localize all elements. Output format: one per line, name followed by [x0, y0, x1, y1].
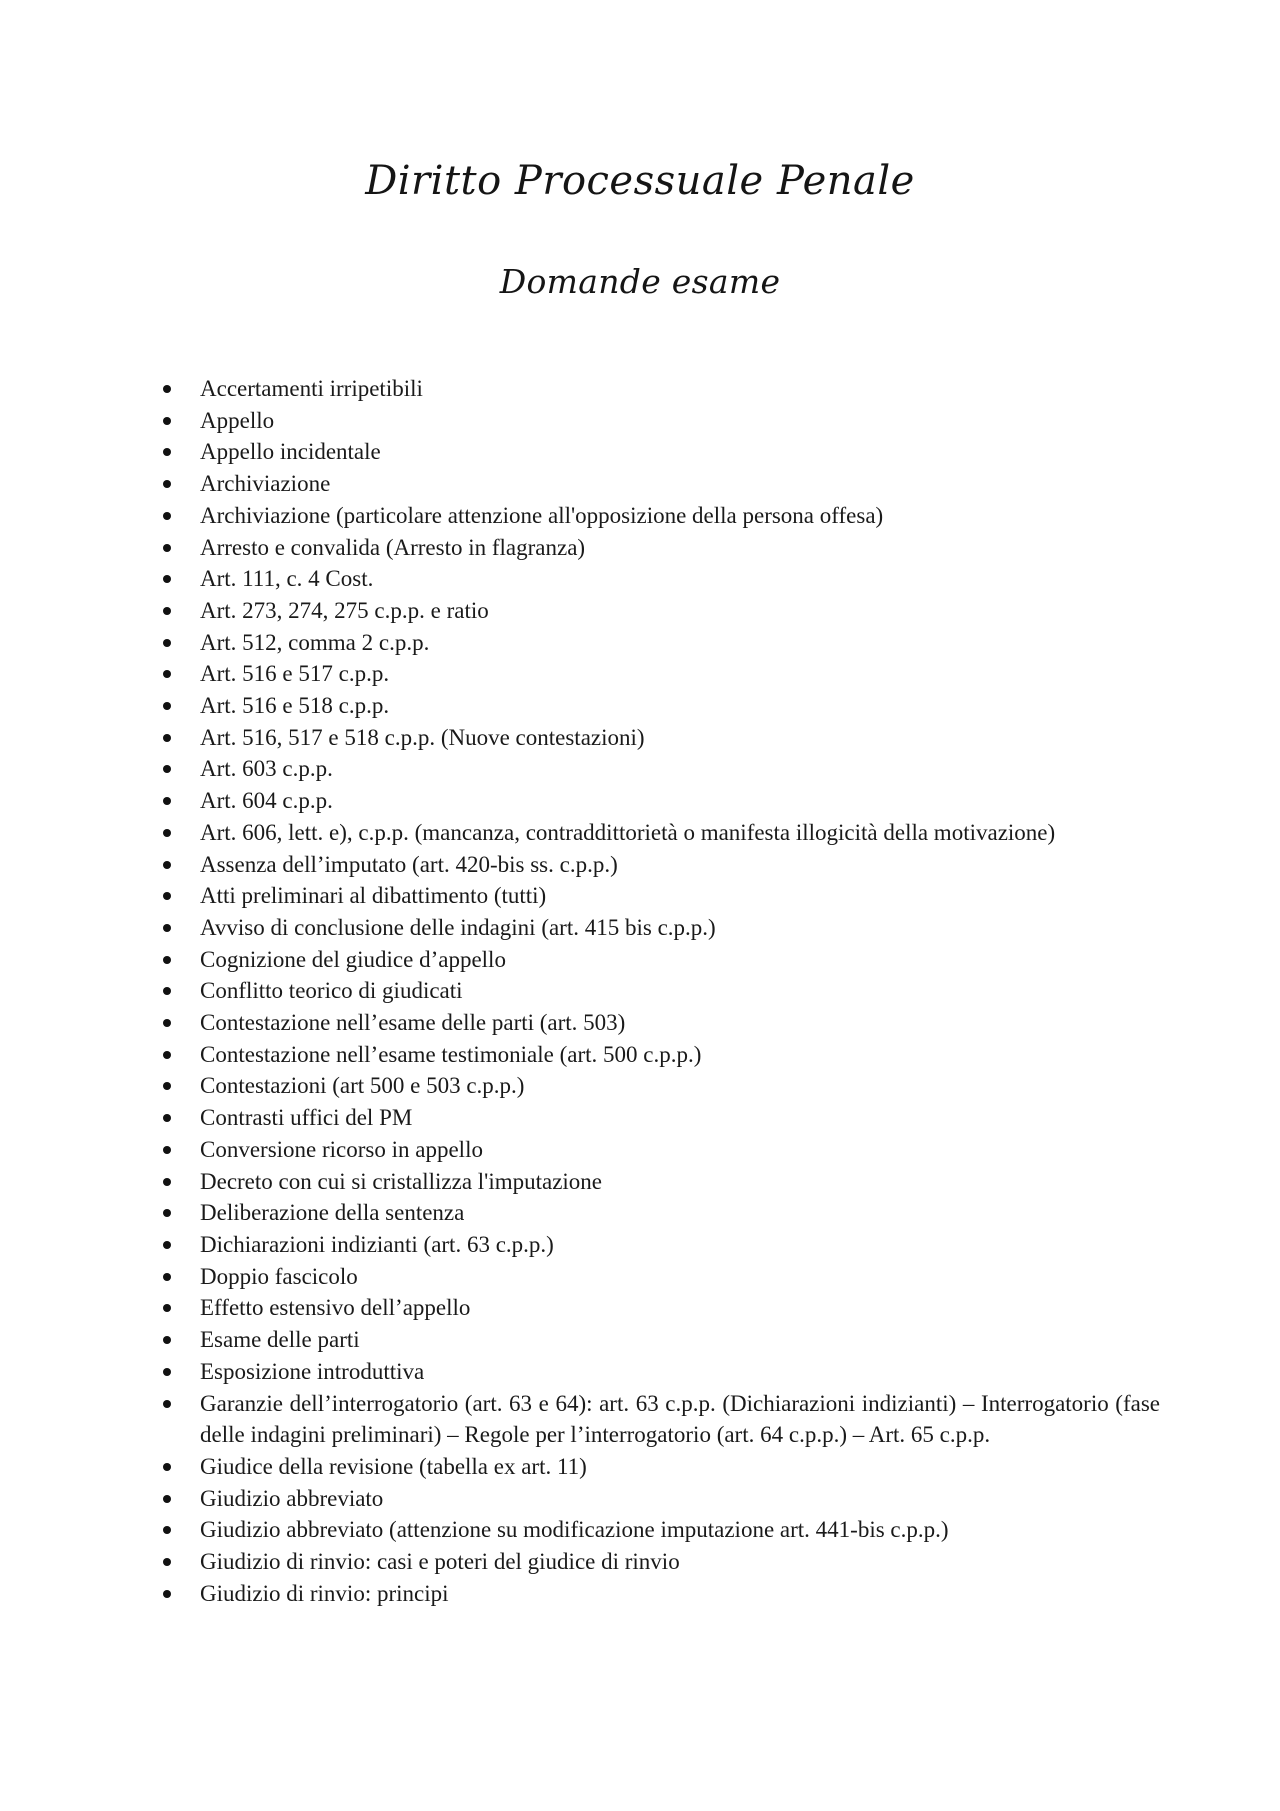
bullet-icon — [163, 1590, 171, 1598]
bullet-icon — [163, 765, 171, 773]
bullet-icon — [163, 956, 171, 964]
list-item — [160, 1483, 1160, 1515]
bullet-icon — [163, 1368, 171, 1376]
list-item — [160, 817, 1160, 849]
bullet-icon — [163, 1146, 171, 1154]
list-item — [160, 1134, 1160, 1166]
bullet-icon — [163, 734, 171, 742]
list-item — [160, 880, 1160, 912]
list-item-text: Contestazioni (art 500 e 503 c.p.p.) — [200, 1073, 525, 1099]
list-item — [160, 944, 1160, 976]
list-item — [160, 1451, 1160, 1483]
list-item — [160, 849, 1160, 881]
list-item — [160, 912, 1160, 944]
list-item — [160, 1388, 1160, 1451]
bullet-icon — [163, 797, 171, 805]
bullet-icon — [163, 924, 171, 932]
bullet-icon — [163, 1178, 171, 1186]
list-item-text: Appello — [200, 407, 275, 433]
bullet-icon — [163, 1495, 171, 1503]
list-item-text: Giudizio di rinvio: casi e poteri del giudice di rinvio — [200, 1549, 680, 1575]
list-item — [160, 500, 1160, 532]
list-item-text: Esposizione introduttiva — [200, 1358, 425, 1384]
bullet-icon — [163, 1558, 171, 1566]
list-item-text: Doppio fascicolo — [200, 1263, 358, 1289]
bullet-icon — [163, 1336, 171, 1344]
bullet-icon — [163, 1304, 171, 1312]
bullet-icon — [163, 987, 171, 995]
bullet-icon — [163, 1241, 171, 1249]
list-item — [160, 1324, 1160, 1356]
bullet-icon — [163, 829, 171, 837]
list-item — [160, 627, 1160, 659]
list-item-text: Conflitto teorico di giudicati — [200, 978, 463, 1004]
list-item-text: Art. 603 c.p.p. — [200, 756, 333, 782]
bullet-icon — [163, 1400, 171, 1408]
list-item — [160, 1229, 1160, 1261]
list-item-text: Deliberazione della sentenza — [200, 1200, 465, 1226]
list-item — [160, 1166, 1160, 1198]
list-item-text: Art. 111, c. 4 Cost. — [200, 566, 374, 592]
list-item-text: Art. 512, comma 2 c.p.p. — [200, 629, 430, 655]
list-item-text: Art. 604 c.p.p. — [200, 788, 333, 814]
list-item-text: Giudizio abbreviato — [200, 1485, 384, 1511]
list-item-text: Atti preliminari al dibattimento (tutti) — [200, 883, 547, 909]
bullet-icon — [163, 1463, 171, 1471]
list-item — [160, 373, 1160, 405]
list-item — [160, 1546, 1160, 1578]
bullet-icon — [163, 1114, 171, 1122]
list-item-text: Conversione ricorso in appello — [200, 1136, 483, 1162]
list-item — [160, 975, 1160, 1007]
list-item — [160, 658, 1160, 690]
list-item-text: Art. 516, 517 e 518 c.p.p. (Nuove contestazioni) — [200, 724, 645, 750]
list-item — [160, 1292, 1160, 1324]
list-item — [160, 1197, 1160, 1229]
list-item — [160, 1007, 1160, 1039]
list-item-text: Giudizio di rinvio: principi — [200, 1580, 449, 1606]
list-item — [160, 468, 1160, 500]
list-item-text: Art. 516 e 517 c.p.p. — [200, 661, 390, 687]
list-item-text: Avviso di conclusione delle indagini (art. 415 bis c.p.p.) — [200, 914, 716, 940]
list-item — [160, 690, 1160, 722]
bullet-icon — [163, 670, 171, 678]
list-item — [160, 1102, 1160, 1134]
bullet-icon — [163, 861, 171, 869]
list-item-text: Giudizio abbreviato (attenzione su modificazione imputazione art. 441-bis c.p.p.) — [200, 1517, 949, 1543]
list-item — [160, 436, 1160, 468]
bullet-icon — [163, 512, 171, 520]
list-item — [160, 1356, 1160, 1388]
list-item — [160, 532, 1160, 564]
list-item-text: Contestazione nell’esame delle parti (art. 503) — [200, 1010, 626, 1036]
bullet-icon — [163, 639, 171, 647]
list-item-text: Dichiarazioni indizianti (art. 63 c.p.p.) — [200, 1231, 554, 1257]
bullet-icon — [163, 480, 171, 488]
list-item-text: Art. 516 e 518 c.p.p. — [200, 693, 390, 719]
list-item — [160, 1039, 1160, 1071]
list-item-text: Art. 273, 274, 275 c.p.p. e ratio — [200, 597, 489, 623]
bullet-icon — [163, 607, 171, 615]
list-item-text: Accertamenti irripetibili — [200, 376, 423, 401]
question-list — [160, 373, 1160, 1609]
list-item — [160, 1578, 1160, 1610]
bullet-icon — [163, 1051, 171, 1059]
list-item-text: Garanzie dell’interrogatorio (art. 63 e 64): art. 63 c.p.p. (Dichiarazioni indizianti) – Interrogatorio (fase delle indagini preliminari) – Regole per l’interrogatorio (art. 64 c.p.p.) – Art. 65 c.p.p. — [200, 1390, 1160, 1448]
bullet-icon — [163, 448, 171, 456]
document-title: Diritto Processuale Penale — [365, 158, 915, 204]
list-item-text: Assenza dell’imputato (art. 420-bis ss. c.p.p.) — [200, 851, 618, 877]
list-item — [160, 722, 1160, 754]
list-item — [160, 785, 1160, 817]
bullet-icon — [163, 1082, 171, 1090]
bullet-icon — [163, 892, 171, 900]
list-item-text: Contrasti uffici del PM — [200, 1105, 413, 1131]
list-item-text: Cognizione del giudice d’appello — [200, 946, 506, 972]
bullet-icon — [163, 544, 171, 552]
list-item-text: Esame delle parti — [200, 1327, 360, 1353]
list-item-text: Arresto e convalida (Arresto in flagranza) — [200, 534, 586, 560]
bullet-icon — [163, 575, 171, 583]
document-subtitle: Domande esame — [499, 262, 781, 301]
list-item-text: Decreto con cui si cristallizza l'imputazione — [200, 1168, 603, 1194]
bullet-icon — [163, 1273, 171, 1281]
list-item — [160, 563, 1160, 595]
list-item-text: Contestazione nell’esame testimoniale (art. 500 c.p.p.) — [200, 1041, 702, 1067]
list-item — [160, 405, 1160, 437]
bullet-icon — [163, 1209, 171, 1217]
bullet-icon — [163, 702, 171, 710]
bullet-icon — [163, 417, 171, 425]
list-item-text: Appello incidentale — [200, 439, 381, 465]
bullet-icon — [163, 385, 171, 393]
list-item-text: Effetto estensivo dell’appello — [200, 1295, 471, 1321]
list-item — [160, 1261, 1160, 1293]
list-item — [160, 1514, 1160, 1546]
list-item-text: Art. 606, lett. e), c.p.p. (mancanza, contraddittorietà o manifesta illogicità della motivazione) — [200, 819, 1056, 845]
list-item-text: Giudice della revisione (tabella ex art. 11) — [200, 1453, 587, 1479]
bullet-icon — [163, 1019, 171, 1027]
list-item-text: Archiviazione (particolare attenzione all'opposizione della persona offesa) — [200, 502, 884, 528]
list-item — [160, 753, 1160, 785]
list-item-text: Archiviazione — [200, 471, 331, 497]
bullet-icon — [163, 1526, 171, 1534]
list-item — [160, 595, 1160, 627]
list-item — [160, 1070, 1160, 1102]
